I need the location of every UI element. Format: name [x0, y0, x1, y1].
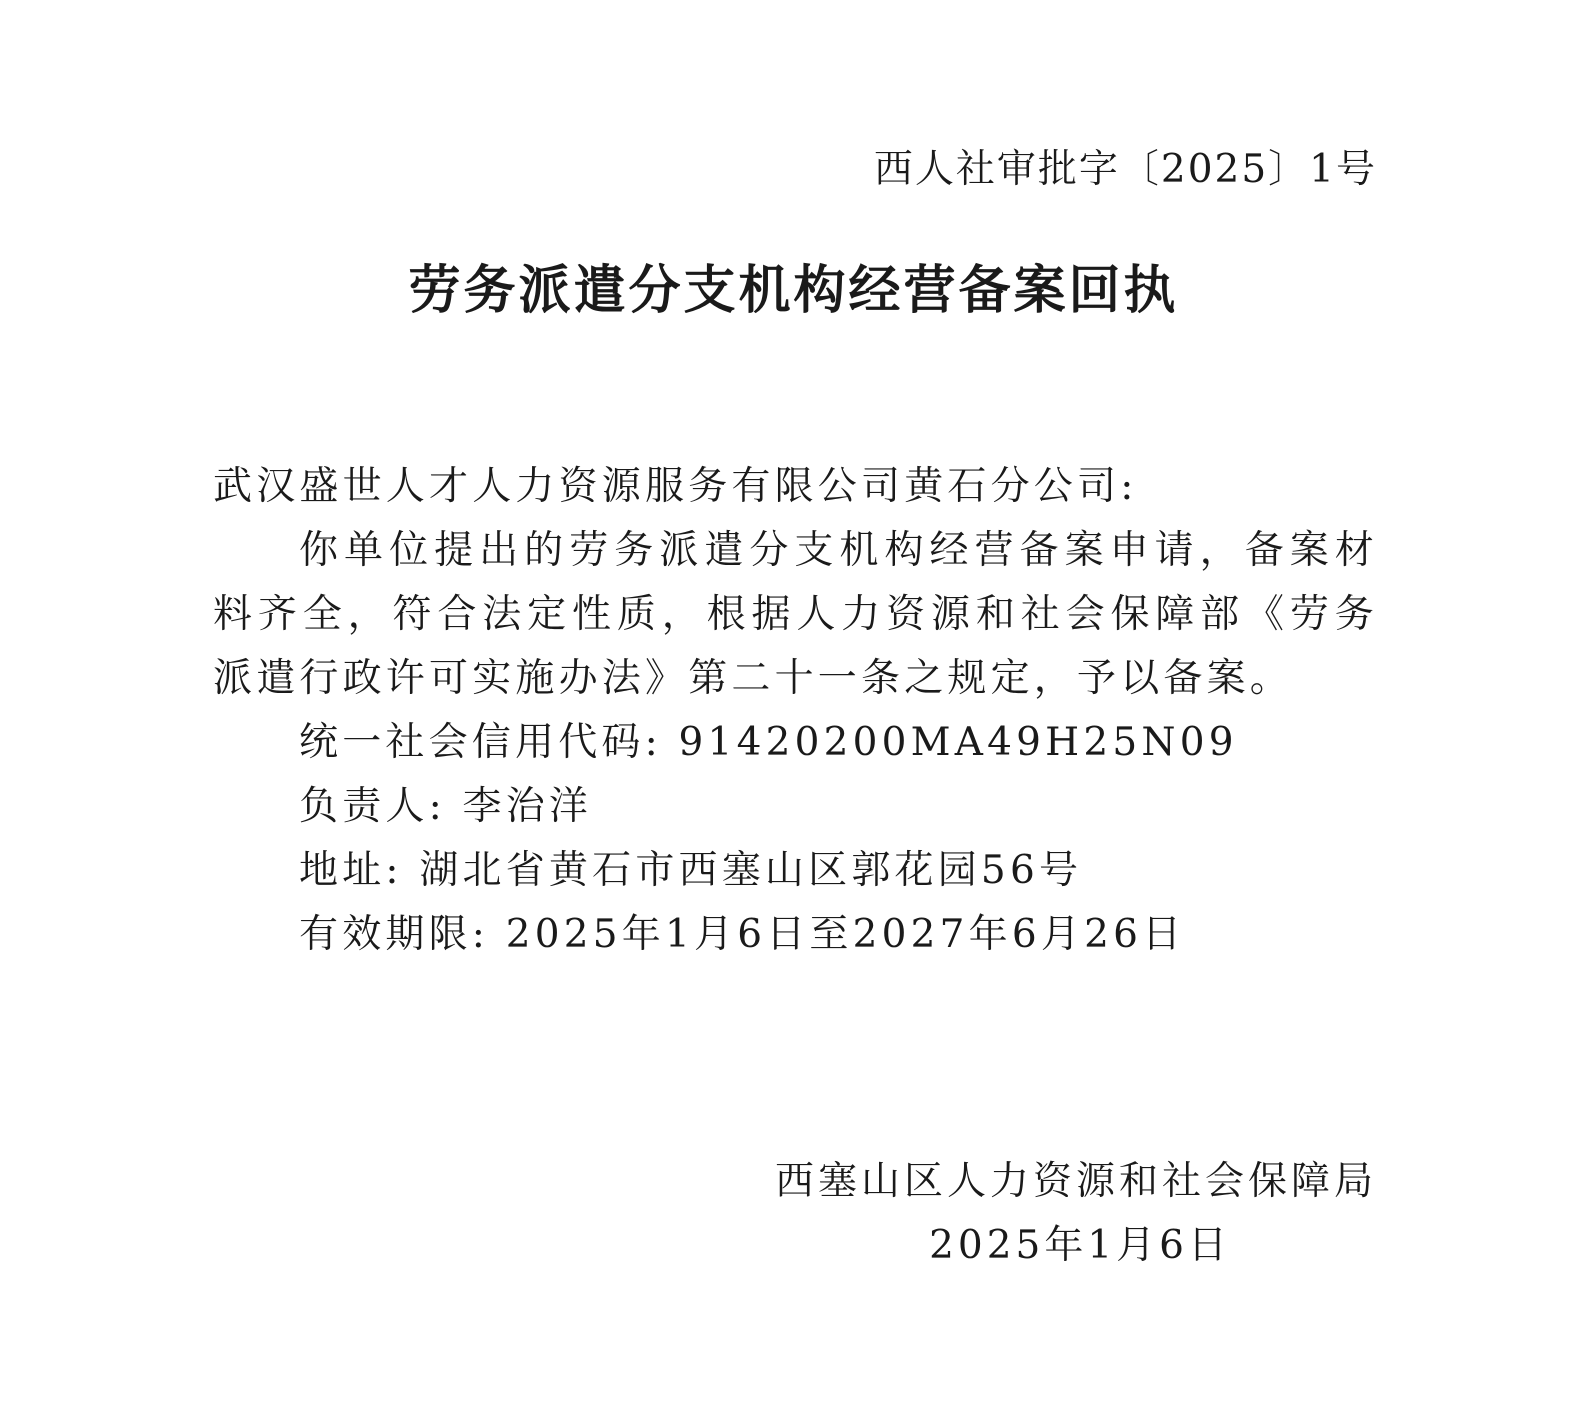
document-title: 劳务派遣分支机构经营备案回执 — [408, 260, 1179, 321]
credit-code-line: 统一社会信用代码: 91420200MA49H25N09 — [299, 720, 1238, 765]
validity-line: 有效期限: 2025年1月6日至2027年6月26日 — [299, 912, 1186, 957]
address-line: 地址: 湖北省黄石市西塞山区郭花园56号 — [299, 848, 1083, 893]
document-body — [213, 455, 1378, 967]
document-number: 西人社审批字〔2025〕1号 — [873, 147, 1377, 192]
addressee: 武汉盛世人才人力资源服务有限公司黄石分公司: — [213, 464, 1138, 509]
body-paragraph: 你单位提出的劳务派遣分支机构经营备案申请，备案材料齐全，符合法定性质，根据人力资源和社会保障部《劳务派遣行政许可实施办法》第二十一条之规定，予以备案。 — [213, 528, 1378, 701]
issue-date: 2025年1月6日 — [929, 1223, 1231, 1268]
issuing-authority: 西塞山区人力资源和社会保障局 — [774, 1159, 1377, 1204]
responsible-person-line: 负责人: 李治洋 — [299, 784, 593, 829]
